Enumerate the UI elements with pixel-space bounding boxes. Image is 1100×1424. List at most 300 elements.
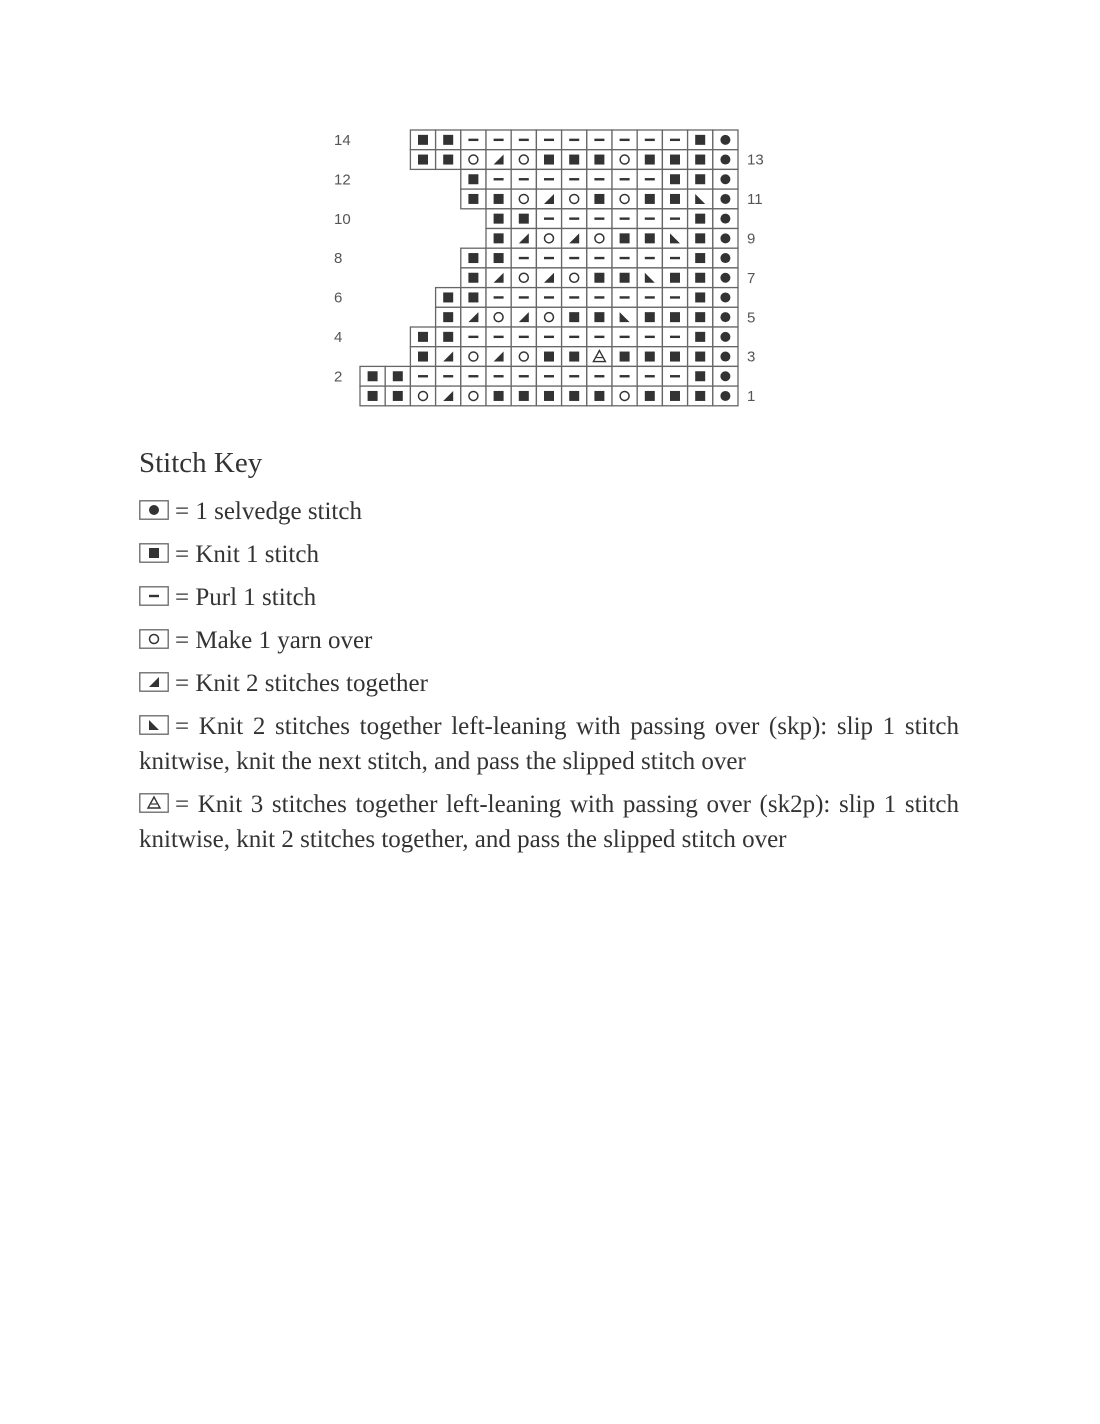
chart-cell (562, 327, 587, 347)
chart-cell (688, 209, 713, 229)
selvedge-stitch-symbol (720, 332, 730, 342)
chart-cell (461, 268, 486, 288)
yarn-over-symbol (519, 194, 528, 203)
chart-cell (436, 347, 461, 367)
row-number-left: 4 (334, 329, 343, 346)
knit-stitch-symbol (393, 371, 403, 381)
chart-cell (688, 169, 713, 189)
chart-cell (562, 229, 587, 249)
stitch-key-item (139, 666, 959, 701)
stitch-symbol-icon (139, 543, 169, 563)
chart-cell (637, 248, 662, 268)
chart-cell (688, 288, 713, 308)
knit-stitch-symbol (418, 332, 428, 342)
chart-cell (461, 130, 486, 150)
stitch-key-text: = Knit 2 stitches together left-leaning with passing over (skp): slip 1 stitch knitwise, knit the next stitch, and pass the slipped stitch over (139, 713, 959, 775)
yarn-over-symbol (469, 155, 478, 164)
chart-cell (587, 268, 612, 288)
chart-cell (536, 130, 561, 150)
row-number-left: 14 (334, 132, 351, 149)
yarn-over-symbol (469, 391, 478, 400)
chart-cell (688, 268, 713, 288)
chart-cell (688, 248, 713, 268)
chart-cell (637, 327, 662, 347)
chart-cell (511, 347, 536, 367)
row-number-left: 8 (334, 250, 343, 268)
chart-cell (688, 347, 713, 367)
chart-cell (511, 189, 536, 209)
chart-cell (562, 386, 587, 406)
stitch-symbol-icon (139, 629, 169, 649)
knit-stitch-symbol (645, 233, 655, 243)
chart-cell (562, 307, 587, 327)
chart-cell (486, 288, 511, 308)
chart-cell (410, 130, 435, 150)
stitch-key-item (139, 787, 959, 857)
row-number-left: 2 (334, 368, 343, 386)
knit-stitch-symbol (519, 214, 529, 224)
knit-stitch-symbol (594, 273, 604, 283)
chart-cell (486, 386, 511, 406)
chart-cell (612, 209, 637, 229)
chart-cell (587, 150, 612, 170)
chart-cell (637, 189, 662, 209)
knit-stitch-symbol (695, 292, 705, 302)
yarn-over-symbol (545, 234, 554, 243)
chart-cell (385, 366, 410, 386)
selvedge-stitch-symbol (720, 155, 730, 165)
knit-stitch-symbol (569, 352, 579, 362)
chart-cell (511, 229, 536, 249)
chart-cell (511, 169, 536, 189)
chart-cell (713, 150, 738, 170)
chart-cell (486, 209, 511, 229)
knit-stitch-symbol (670, 312, 680, 322)
chart-cell (612, 307, 637, 327)
chart-cell (662, 189, 687, 209)
selvedge-stitch-symbol (720, 174, 730, 184)
chart-cell (662, 307, 687, 327)
chart-cell (587, 347, 612, 367)
chart-cell (688, 307, 713, 327)
chart-cell (612, 248, 637, 268)
chart-cell (436, 288, 461, 308)
chart-cell (562, 209, 587, 229)
knit-stitch-symbol (418, 135, 428, 145)
knit-stitch-symbol (544, 155, 554, 165)
knit-stitch-symbol (670, 155, 680, 165)
row-number-right: 1 (747, 388, 756, 406)
selvedge-stitch-symbol (720, 292, 730, 302)
chart-cell (713, 209, 738, 229)
stitch-symbol-icon (139, 715, 169, 735)
chart-cell (486, 327, 511, 347)
stitch-key-text: = 1 selvedge stitch (175, 498, 362, 525)
selvedge-stitch-symbol (720, 391, 730, 401)
chart-cell (688, 366, 713, 386)
chart-cell (410, 327, 435, 347)
chart-cell (587, 189, 612, 209)
chart-cell (612, 150, 637, 170)
chart-cell (637, 307, 662, 327)
knit-stitch-symbol (418, 155, 428, 165)
row-number-left: 6 (334, 289, 343, 307)
chart-cell (461, 347, 486, 367)
yarn-over-symbol (545, 313, 554, 322)
stitch-key-item (139, 623, 959, 658)
yarn-over-symbol (570, 194, 579, 203)
selvedge-stitch-symbol (720, 253, 730, 263)
stitch-key-item (139, 709, 959, 779)
chart-cell (511, 288, 536, 308)
chart-cell (637, 268, 662, 288)
chart-cell (612, 347, 637, 367)
stitch-symbol-icon (139, 793, 169, 813)
selvedge-stitch-symbol (149, 505, 159, 515)
chart-cell (536, 288, 561, 308)
knit-stitch-symbol (594, 194, 604, 204)
chart-cell (713, 347, 738, 367)
chart-cell (637, 150, 662, 170)
knit-stitch-symbol (494, 391, 504, 401)
yarn-over-symbol (519, 273, 528, 282)
chart-cell (436, 150, 461, 170)
chart-cell (461, 150, 486, 170)
selvedge-stitch-symbol (720, 233, 730, 243)
chart-cell (461, 288, 486, 308)
chart-cell (536, 189, 561, 209)
yarn-over-symbol (620, 155, 629, 164)
chart-cell (662, 169, 687, 189)
chart-cell (436, 366, 461, 386)
chart-cell (662, 248, 687, 268)
chart-cell (461, 189, 486, 209)
stitch-key (139, 447, 959, 865)
chart-cell (562, 150, 587, 170)
chart-cell (662, 229, 687, 249)
chart-cell (637, 288, 662, 308)
knit-stitch-symbol (695, 233, 705, 243)
knit-stitch-symbol (670, 273, 680, 283)
chart-cell (637, 229, 662, 249)
knit-stitch-symbol (594, 391, 604, 401)
knit-stitch-symbol (670, 194, 680, 204)
chart-cell (536, 386, 561, 406)
chart-cell (562, 347, 587, 367)
chart-cell (486, 248, 511, 268)
chart-cell (536, 169, 561, 189)
chart-cell (536, 307, 561, 327)
chart-cell (587, 209, 612, 229)
chart-cell (486, 307, 511, 327)
chart-cell (511, 268, 536, 288)
chart-cell (511, 386, 536, 406)
knit-stitch-symbol (670, 352, 680, 362)
chart-cell (688, 229, 713, 249)
yarn-over-symbol (519, 155, 528, 164)
yarn-over-symbol (150, 635, 159, 644)
row-number-right: 9 (747, 230, 756, 248)
knit-stitch-symbol (569, 391, 579, 401)
chart-cell (562, 130, 587, 150)
chart-cell (461, 327, 486, 347)
yarn-over-symbol (494, 313, 503, 322)
knit-stitch-symbol (695, 391, 705, 401)
chart-cell (511, 130, 536, 150)
chart-cell (612, 366, 637, 386)
chart-cell (562, 169, 587, 189)
chart-cell (612, 229, 637, 249)
knit-stitch-symbol (695, 371, 705, 381)
chart-cell (662, 130, 687, 150)
chart-cell (486, 366, 511, 386)
row-number-right: 7 (747, 269, 756, 287)
selvedge-stitch-symbol (720, 312, 730, 322)
knit-stitch-symbol (468, 253, 478, 263)
knit-stitch-symbol (393, 391, 403, 401)
chart-cell (662, 327, 687, 347)
stitch-symbol-icon (139, 586, 169, 606)
stitch-symbol-icon (139, 672, 169, 692)
knit-stitch-symbol (443, 155, 453, 165)
chart-cell (436, 327, 461, 347)
knit-stitch-symbol (494, 214, 504, 224)
knit-stitch-symbol (695, 352, 705, 362)
knit-stitch-symbol (645, 155, 655, 165)
chart-cell (360, 386, 385, 406)
yarn-over-symbol (620, 194, 629, 203)
chart-cell (612, 327, 637, 347)
chart-cell (612, 288, 637, 308)
knit-stitch-symbol (569, 312, 579, 322)
chart-cell (536, 209, 561, 229)
chart-cell (587, 229, 612, 249)
chart-cell (713, 366, 738, 386)
chart-cell (713, 307, 738, 327)
chart-cell (713, 229, 738, 249)
knitting-chart (328, 126, 778, 412)
yarn-over-symbol (595, 234, 604, 243)
knit-stitch-symbol (443, 332, 453, 342)
chart-cell (637, 347, 662, 367)
chart-cell (511, 209, 536, 229)
chart-cell (486, 347, 511, 367)
stitch-key-item (139, 494, 959, 529)
knit-stitch-symbol (443, 312, 453, 322)
chart-cell (536, 268, 561, 288)
stitch-key-title: Stitch Key (139, 447, 263, 479)
knit-stitch-symbol (695, 273, 705, 283)
chart-cell (637, 130, 662, 150)
chart-cell (461, 366, 486, 386)
knit-stitch-symbol (620, 233, 630, 243)
chart-cell (536, 347, 561, 367)
chart-cell (536, 327, 561, 347)
chart-cell (410, 366, 435, 386)
yarn-over-symbol (620, 391, 629, 400)
chart-cell (713, 130, 738, 150)
knit-stitch-symbol (695, 174, 705, 184)
chart-cell (562, 268, 587, 288)
chart-cell (587, 169, 612, 189)
knit-stitch-symbol (443, 292, 453, 302)
knit-stitch-symbol (594, 312, 604, 322)
chart-cell (688, 130, 713, 150)
row-number-right: 13 (747, 151, 764, 169)
selvedge-stitch-symbol (720, 194, 730, 204)
knit-stitch-symbol (695, 312, 705, 322)
chart-cell (612, 169, 637, 189)
chart-cell (587, 307, 612, 327)
knit-stitch-symbol (368, 371, 378, 381)
chart-cell (536, 366, 561, 386)
chart-cell (662, 150, 687, 170)
chart-cell (637, 366, 662, 386)
chart-cell-box (637, 268, 662, 288)
chart-cell (587, 130, 612, 150)
chart-cell (662, 288, 687, 308)
knit-stitch-symbol (695, 332, 705, 342)
chart-cell (662, 386, 687, 406)
selvedge-stitch-symbol (720, 214, 730, 224)
chart-cell (562, 366, 587, 386)
knit-stitch-symbol (620, 352, 630, 362)
chart-cell (536, 248, 561, 268)
chart-cell (713, 288, 738, 308)
chart-cell (637, 169, 662, 189)
stitch-key-text: = Purl 1 stitch (175, 584, 317, 611)
stitch-key-item (139, 537, 959, 572)
chart-cell (662, 366, 687, 386)
chart-cell (461, 248, 486, 268)
chart-cell (713, 327, 738, 347)
chart-cell (662, 209, 687, 229)
knit-stitch-symbol (645, 352, 655, 362)
chart-cell (486, 150, 511, 170)
knit-stitch-symbol (645, 194, 655, 204)
knit-stitch-symbol (149, 548, 159, 558)
chart-cell (511, 150, 536, 170)
chart-cell-box (486, 347, 511, 367)
chart-cell (587, 248, 612, 268)
stitch-key-text: = Knit 1 stitch (175, 541, 319, 568)
knit-stitch-symbol (494, 194, 504, 204)
chart-cell (436, 386, 461, 406)
row-number-left: 10 (334, 210, 351, 228)
chart-cell (713, 169, 738, 189)
knit-stitch-symbol (494, 253, 504, 263)
chart-cell (612, 130, 637, 150)
knit-stitch-symbol (670, 391, 680, 401)
chart-cell (688, 327, 713, 347)
chart-cell (461, 169, 486, 189)
chart-cell (511, 248, 536, 268)
chart-cell (688, 150, 713, 170)
knit-stitch-symbol (670, 174, 680, 184)
chart-cell (410, 150, 435, 170)
chart-cell (511, 307, 536, 327)
chart-cell (587, 386, 612, 406)
yarn-over-symbol (469, 352, 478, 361)
chart-cell (587, 327, 612, 347)
chart-cell (587, 366, 612, 386)
knit-stitch-symbol (443, 135, 453, 145)
yarn-over-symbol (570, 273, 579, 282)
chart-cell (436, 130, 461, 150)
chart-cell (662, 268, 687, 288)
chart-cell (587, 288, 612, 308)
knit-stitch-symbol (645, 312, 655, 322)
chart-cell (436, 307, 461, 327)
knit-stitch-symbol (468, 194, 478, 204)
chart-cell (713, 268, 738, 288)
knit-stitch-symbol (368, 391, 378, 401)
knit-stitch-symbol (468, 273, 478, 283)
chart-cell (713, 248, 738, 268)
chart-cell (486, 268, 511, 288)
stitch-key-text: = Make 1 yarn over (175, 627, 373, 654)
knit-stitch-symbol (468, 174, 478, 184)
chart-cell (688, 189, 713, 209)
chart-cell (461, 386, 486, 406)
chart-cell (511, 327, 536, 347)
knit-stitch-symbol (494, 233, 504, 243)
chart-cell-box (486, 150, 511, 170)
chart-cell (612, 189, 637, 209)
knit-stitch-symbol (695, 253, 705, 263)
knit-stitch-symbol (569, 155, 579, 165)
knit-stitch-symbol (519, 391, 529, 401)
chart-cell (612, 386, 637, 406)
yarn-over-symbol (519, 352, 528, 361)
chart-cell (562, 288, 587, 308)
chart-cell (461, 307, 486, 327)
chart-cell (486, 169, 511, 189)
knit-stitch-symbol (544, 391, 554, 401)
row-number-left: 12 (334, 171, 351, 189)
row-number-right: 5 (747, 309, 756, 327)
chart-cell (536, 150, 561, 170)
chart-cell (713, 189, 738, 209)
chart-cell (536, 229, 561, 249)
chart-cell (637, 386, 662, 406)
yarn-over-symbol (419, 391, 428, 400)
chart-cell (511, 366, 536, 386)
stitch-key-text: = Knit 3 stitches together left-leaning with passing over (sk2p): slip 1 stitch knitwise, knit 2 stitches together, and pass the slipped stitch over (139, 791, 959, 853)
chart-cell (662, 347, 687, 367)
chart-cell (562, 248, 587, 268)
chart-cell (486, 130, 511, 150)
knit-stitch-symbol (418, 352, 428, 362)
chart-cell (410, 347, 435, 367)
selvedge-stitch-symbol (720, 352, 730, 362)
stitch-key-item (139, 580, 959, 615)
row-number-right: 11 (747, 191, 763, 209)
chart-cell (360, 366, 385, 386)
stitch-key-list (139, 494, 959, 857)
knit-stitch-symbol (695, 155, 705, 165)
knit-stitch-symbol (594, 155, 604, 165)
selvedge-stitch-symbol (720, 371, 730, 381)
row-number-right: 3 (747, 348, 756, 366)
knit-stitch-symbol (645, 391, 655, 401)
chart-cell (612, 268, 637, 288)
chart-cell (713, 386, 738, 406)
chart-cell (562, 189, 587, 209)
chart-cell (486, 229, 511, 249)
selvedge-stitch-symbol (720, 273, 730, 283)
chart-cell (688, 386, 713, 406)
